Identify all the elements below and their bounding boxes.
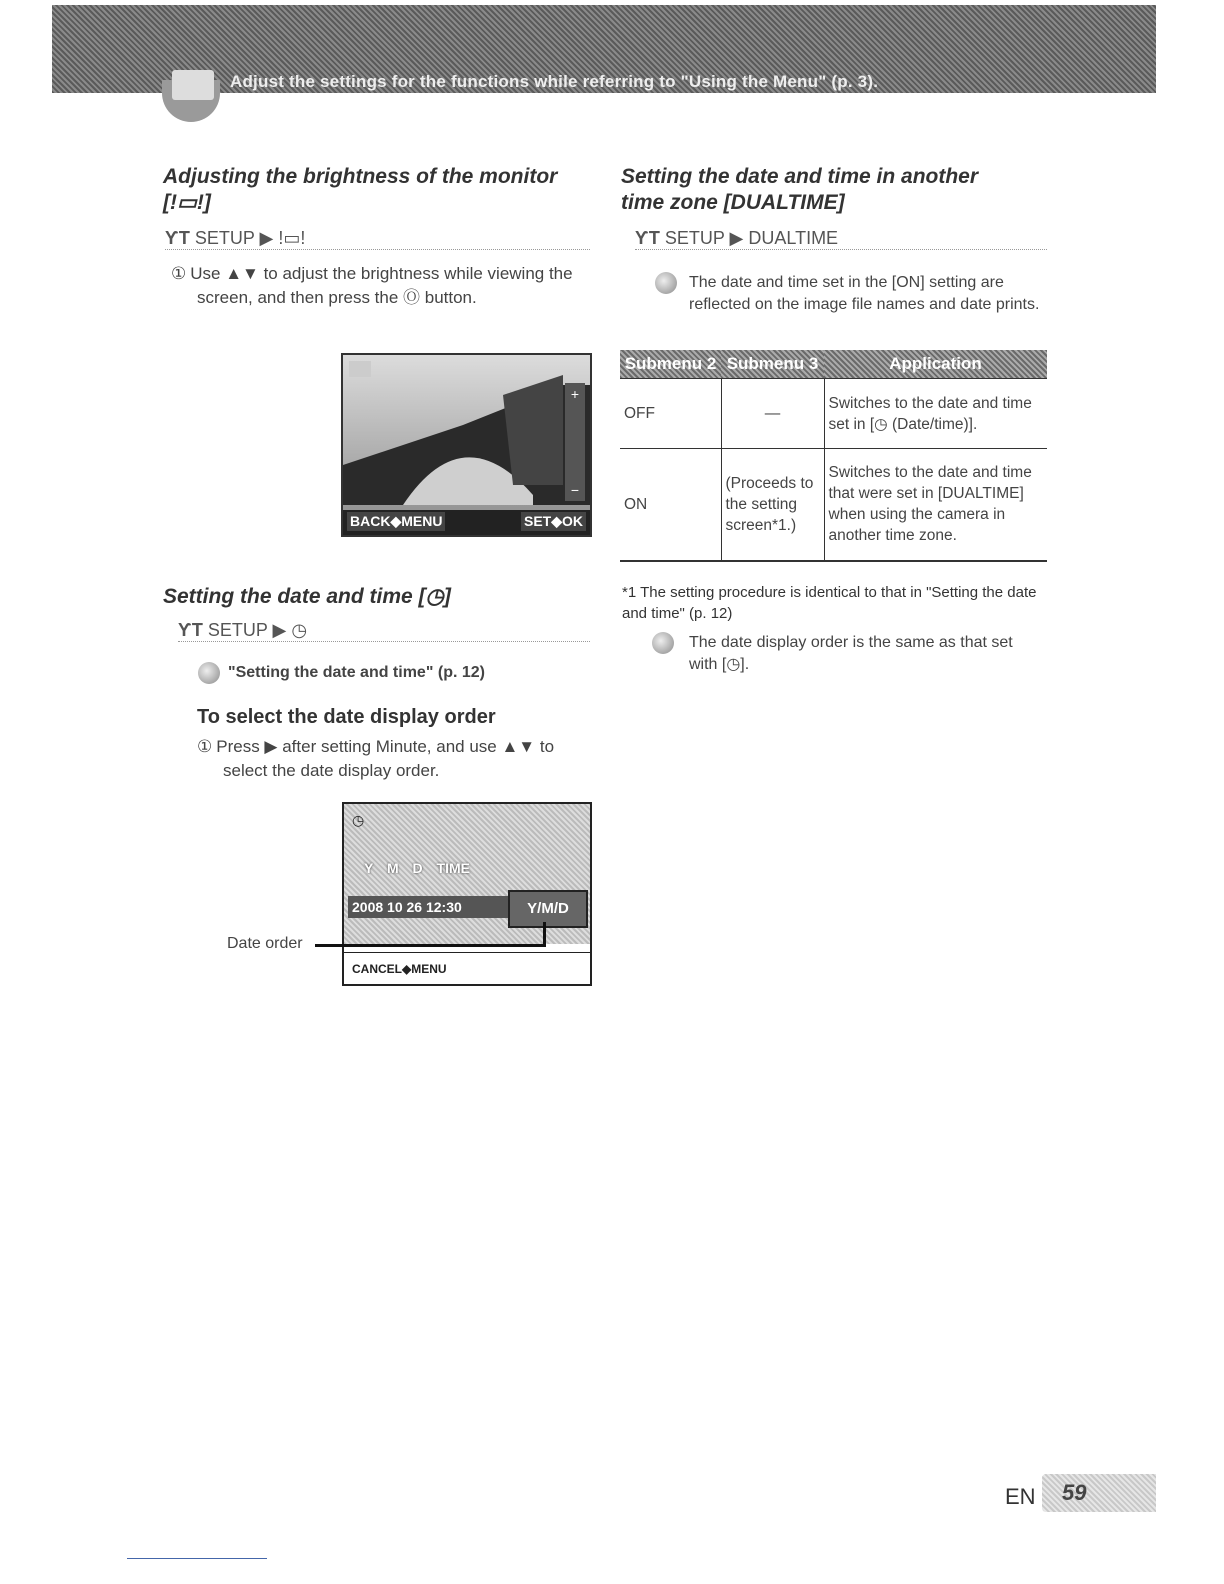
bridge-image [343,355,590,535]
svg-text:−: − [570,482,580,498]
row-on-submenu2: ON [620,449,721,561]
bottom-rule [127,1558,267,1559]
brightness-step: ① Use ▲▼ to adjust the brightness while viewing the screen, and then press the Ⓞ button. [171,264,573,307]
header-submenu-3: Submenu 3 [721,350,824,379]
callout-line-vertical [543,922,546,947]
dualtime-table [620,350,1047,562]
wrench-icon: ƳT [635,228,665,248]
dualtime-section [621,164,1061,216]
header-submenu-2: Submenu 2 [620,350,721,379]
screen-set-label: SET◆OK [521,512,586,531]
row-on-submenu3: (Proceeds to the setting screen*1.) [721,449,824,561]
screen-divider [344,952,590,953]
brightness-title: Adjusting the brightness of the monitor [!▭!] [163,165,558,214]
table-row [620,379,1047,449]
table-row [620,449,1047,561]
date-values: 2008 10 26 12:30 [348,896,510,918]
row-off-submenu3: — [721,379,824,449]
page-number-tab [1042,1474,1156,1512]
note-icon [655,272,677,294]
row-on-application: Switches to the date and time that were set in [DUALTIME] when using the camera in another time zone. [824,449,1047,561]
note-icon [652,632,674,654]
datetime-title: Setting the date and time [◷] [163,585,451,608]
callout-line [315,944,545,947]
dualtime-note: The date and time set in the [ON] setting are reflected on the image file names and date prints. [689,274,1040,313]
brightness-path: ƳT SETUP ▶ !▭! [165,228,590,250]
wrench-icon: ƳT [178,620,208,640]
datetime-path: ƳT SETUP ▶ ◷ [178,620,590,642]
display-order-step: ① Press ▶ after setting Minute, and use ▲▼ to select the date display order. [197,737,555,780]
datetime-note: "Setting the date and time" (p. 12) [198,662,593,684]
footnote: *1 The setting procedure is identical to that in "Setting the date and time" (p. 12) [622,584,1037,622]
dualtime-title: Setting the date and time in another time zone [DUALTIME] [621,165,979,214]
date-order-value: Y/M/D [508,890,588,928]
screen-back-label: BACK◆MENU [347,512,445,531]
cancel-label: CANCEL◆MENU [352,962,447,976]
date-order-callout: Date order [227,935,303,952]
note-icon [198,662,220,684]
row-off-application: Switches to the date and time set in [◷ (Date/time)]. [824,379,1047,449]
header-application: Application [824,350,1047,379]
date-screen [342,802,592,986]
date-order-note: The date display order is the same as that set with [◷]. [689,634,1013,673]
page-number: 59 [1062,1480,1087,1505]
svg-text:+: + [570,386,580,402]
dualtime-table-wrapper [620,350,1047,562]
banner-text: Adjust the settings for the functions while referring to "Using the Menu" (p. 3). [230,72,879,91]
wrench-icon: ƳT [165,228,195,248]
date-fields-labels: Y M D TIME [364,860,470,876]
dualtime-path: ƳT SETUP ▶ DUALTIME [635,228,1047,250]
clock-icon: ◷ [352,812,365,828]
step-1-icon: ① [197,737,213,756]
table-header-row [620,350,1047,379]
row-off-submenu2: OFF [620,379,721,449]
brightness-section [163,164,603,216]
book-icon [172,70,214,100]
language-label: EN [1005,1484,1036,1509]
datetime-section [163,584,603,610]
display-order-subhead: To select the date display order [197,706,496,728]
brightness-screen [341,353,592,537]
step-1-icon: ① [171,264,187,283]
